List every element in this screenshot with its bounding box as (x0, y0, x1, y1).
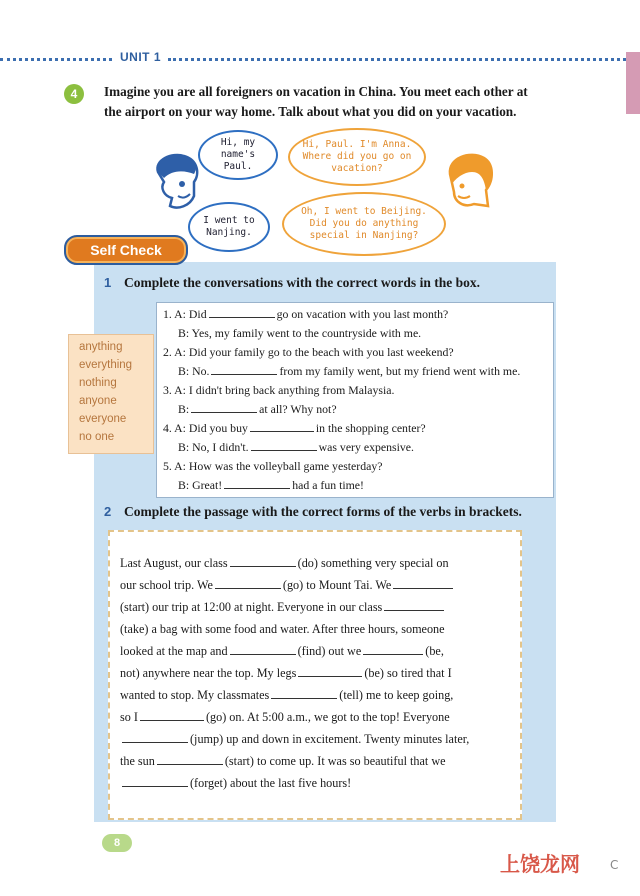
passage-line: (jump) up and down in excitement. Twenty minutes later, (120, 732, 469, 747)
answer-blank[interactable] (157, 754, 223, 765)
speech-text: I went to Nanjing. (203, 215, 255, 238)
speech-bubble-paul-greeting (198, 130, 278, 180)
answer-blank[interactable] (384, 600, 444, 611)
answer-blank[interactable] (191, 402, 257, 413)
conversations-box (156, 302, 554, 498)
section-2-title: Complete the passage with the correct forms of the verbs in brackets. (124, 504, 522, 519)
word-item: everyone (79, 413, 127, 425)
word-item: everything (79, 359, 133, 371)
word-item: anyone (79, 395, 117, 407)
passage-line: so I (go) on. At 5:00 a.m., we got to the top! Everyone (120, 710, 450, 724)
conversation-line: 4. A: Did you buy in the shopping center? (163, 421, 426, 435)
activity-4-instruction: Imagine you are all foreigners on vacation in China. You meet each other at the airport on your way home. Talk about what you did on your vacation. (104, 84, 528, 119)
speech-bubble-anna-followup (282, 192, 446, 256)
answer-blank[interactable] (211, 364, 277, 375)
passage-line: (take) a bag with some food and water. After three hours, someone (120, 622, 445, 636)
answer-blank[interactable] (393, 578, 453, 589)
passage-box (108, 530, 522, 820)
page-edge-tab (626, 52, 640, 114)
answer-blank[interactable] (298, 666, 362, 677)
passage-line: Last August, our class (do) something very special on (120, 556, 449, 570)
speech-text: Oh, I went to Beijing. Did you do anything special in Nanjing? (301, 206, 427, 241)
watermark-logo: 上饶龙网 (500, 852, 580, 876)
word-item: no one (79, 431, 115, 443)
answer-blank[interactable] (140, 710, 204, 721)
answer-blank[interactable] (251, 440, 317, 451)
section-1-title: Complete the conversations with the correct words in the box. (124, 275, 480, 290)
speech-text: Hi, my name's Paul. (220, 137, 256, 172)
word-box (68, 334, 154, 454)
boy-face-icon (150, 152, 206, 214)
answer-blank[interactable] (122, 776, 188, 787)
answer-blank[interactable] (271, 688, 337, 699)
conversation-line: 3. A: I didn't bring back anything from Malaysia. (163, 383, 395, 397)
answer-blank[interactable] (224, 478, 290, 489)
passage-line: not) anywhere near the top. My legs (be) so tired that I (120, 666, 452, 680)
passage-line: wanted to stop. My classmates (tell) me to keep going, (120, 688, 454, 702)
conversation-line: 1. A: Did go on vacation with you last month? (163, 307, 449, 321)
passage-line: (start) our trip at 12:00 at night. Everyone in our class (120, 600, 446, 615)
answer-blank[interactable] (215, 578, 281, 589)
girl-face-icon (440, 150, 496, 216)
header-dotted-rule-right (168, 58, 626, 61)
conversation-line: 2. A: Did your family go to the beach with you last weekend? (163, 345, 454, 359)
section-1-number: 1 (104, 275, 112, 290)
self-check-badge: Self Check (64, 235, 188, 265)
unit-label: UNIT 1 (120, 50, 162, 64)
conversation-line: B: at all? Why not? (178, 402, 337, 416)
word-item: nothing (79, 377, 117, 389)
watermark-suffix: C (610, 858, 619, 872)
passage-line: our school trip. We (go) to Mount Tai. We (120, 578, 455, 593)
answer-blank[interactable] (230, 644, 296, 655)
conversation-line: B: No, I didn't. was very expensive. (178, 440, 414, 454)
answer-blank[interactable] (122, 732, 188, 743)
speech-bubble-anna-question (288, 128, 426, 186)
conversation-line: B: Great! had a fun time! (178, 478, 364, 492)
section-2-number: 2 (104, 504, 112, 519)
word-item: anything (79, 341, 123, 353)
answer-blank[interactable] (250, 421, 314, 432)
speech-bubble-paul-answer (188, 202, 270, 252)
conversation-line: 5. A: How was the volleyball game yesterday? (163, 459, 383, 473)
activity-4-number: 4 (64, 84, 84, 104)
passage-line: the sun (start) to come up. It was so beautiful that we (120, 754, 446, 768)
passage-line: (forget) about the last five hours! (120, 776, 351, 791)
answer-blank[interactable] (363, 644, 423, 655)
answer-blank[interactable] (230, 556, 296, 567)
conversation-line: B: No. from my family went, but my friend went with me. (178, 364, 521, 378)
header-dotted-rule-left (0, 58, 112, 61)
conversation-line: B: Yes, my family went to the countryside with me. (178, 326, 422, 340)
speech-text: Hi, Paul. I'm Anna. Where did you go on vacation? (302, 139, 412, 174)
passage-line: looked at the map and (find) out we (be, (120, 644, 444, 658)
answer-blank[interactable] (209, 307, 275, 318)
page-number: 8 (102, 834, 132, 852)
